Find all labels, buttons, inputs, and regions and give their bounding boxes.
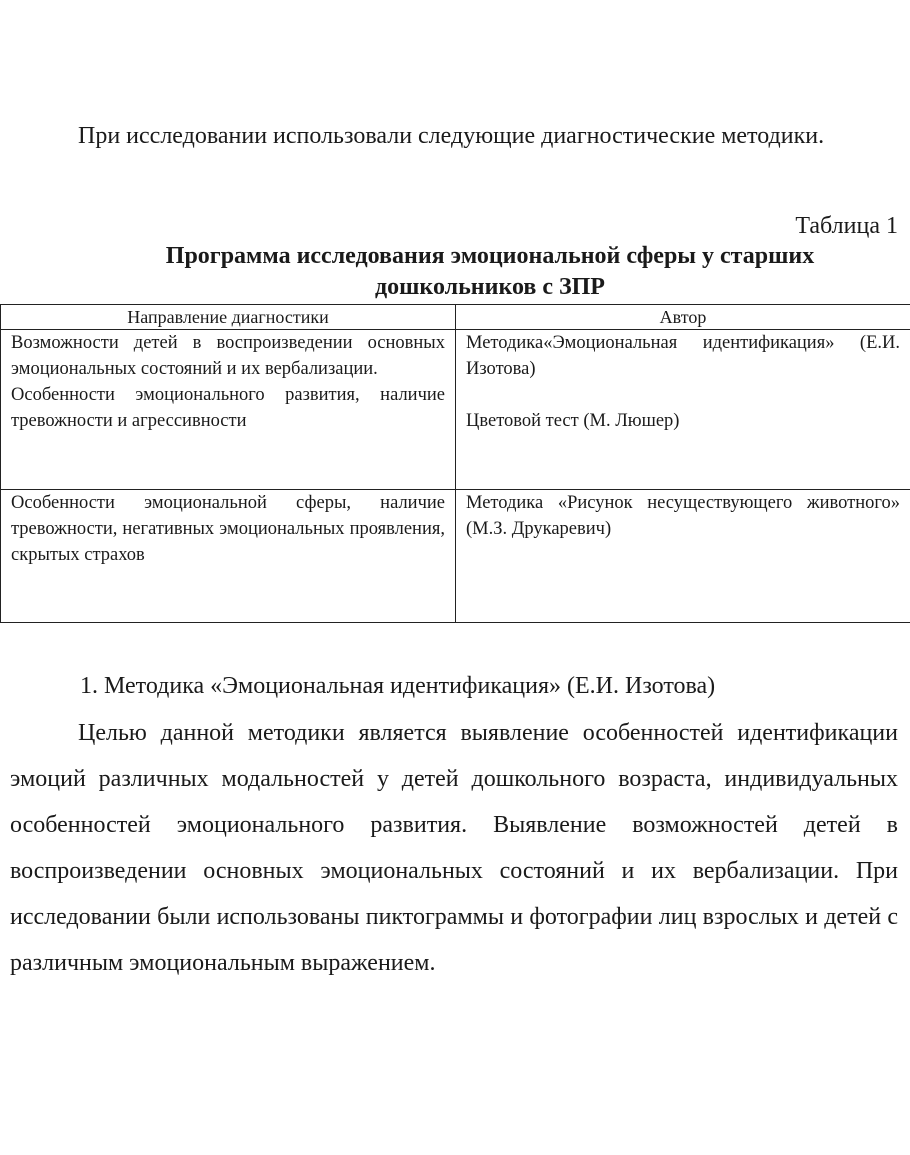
header-direction: Направление диагностики xyxy=(1,305,456,330)
cell-direction xyxy=(1,490,456,623)
table-row xyxy=(1,490,910,623)
table-number: Таблица 1 xyxy=(795,213,898,239)
table-title: Программа исследования эмоциональной сферы у старших дошкольников с ЗПР xyxy=(165,243,815,300)
cell-text: Методика«Эмоциональная идентификация» (Е.И. Изотова) xyxy=(466,333,900,379)
cell-text: Особенности эмоциональной сферы, наличие тревожности, негативных эмоциональных проявления, скрытых страхов xyxy=(11,493,445,565)
cell-text: Возможности детей в воспроизведении основных эмоциональных состояний и их вербализации. xyxy=(11,333,445,379)
table-header-row xyxy=(1,305,910,330)
diagnostics-table xyxy=(0,304,910,623)
cell-text: Методика «Рисунок несуществующего животного» (М.З. Друкаревич) xyxy=(466,493,900,539)
intro-paragraph: При исследовании использовали следующие диагностические методики. xyxy=(78,123,825,149)
section-body: Целью данной методики является выявление особенностей идентификации эмоций различных модальностей у детей дошкольного возраста, индивидуальных особенностей эмоционального развития. Выявление возможностей детей в воспроизведении основных эмоциональных состояний и их вербализации. При исследовании были использованы пиктограммы и фотографии лиц взрослых и детей с различным эмоциональным выражением. xyxy=(10,720,898,976)
cell-author xyxy=(456,330,910,490)
header-author: Автор xyxy=(456,305,910,330)
section-heading: 1. Методика «Эмоциональная идентификация» (Е.И. Изотова) xyxy=(80,673,716,699)
cell-author xyxy=(456,490,910,623)
cell-direction xyxy=(1,330,456,490)
cell-text: Цветовой тест (М. Люшер) xyxy=(466,411,680,431)
table-row xyxy=(1,330,910,490)
cell-text: Особенности эмоционального развития, наличие тревожности и агрессивности xyxy=(11,385,445,431)
